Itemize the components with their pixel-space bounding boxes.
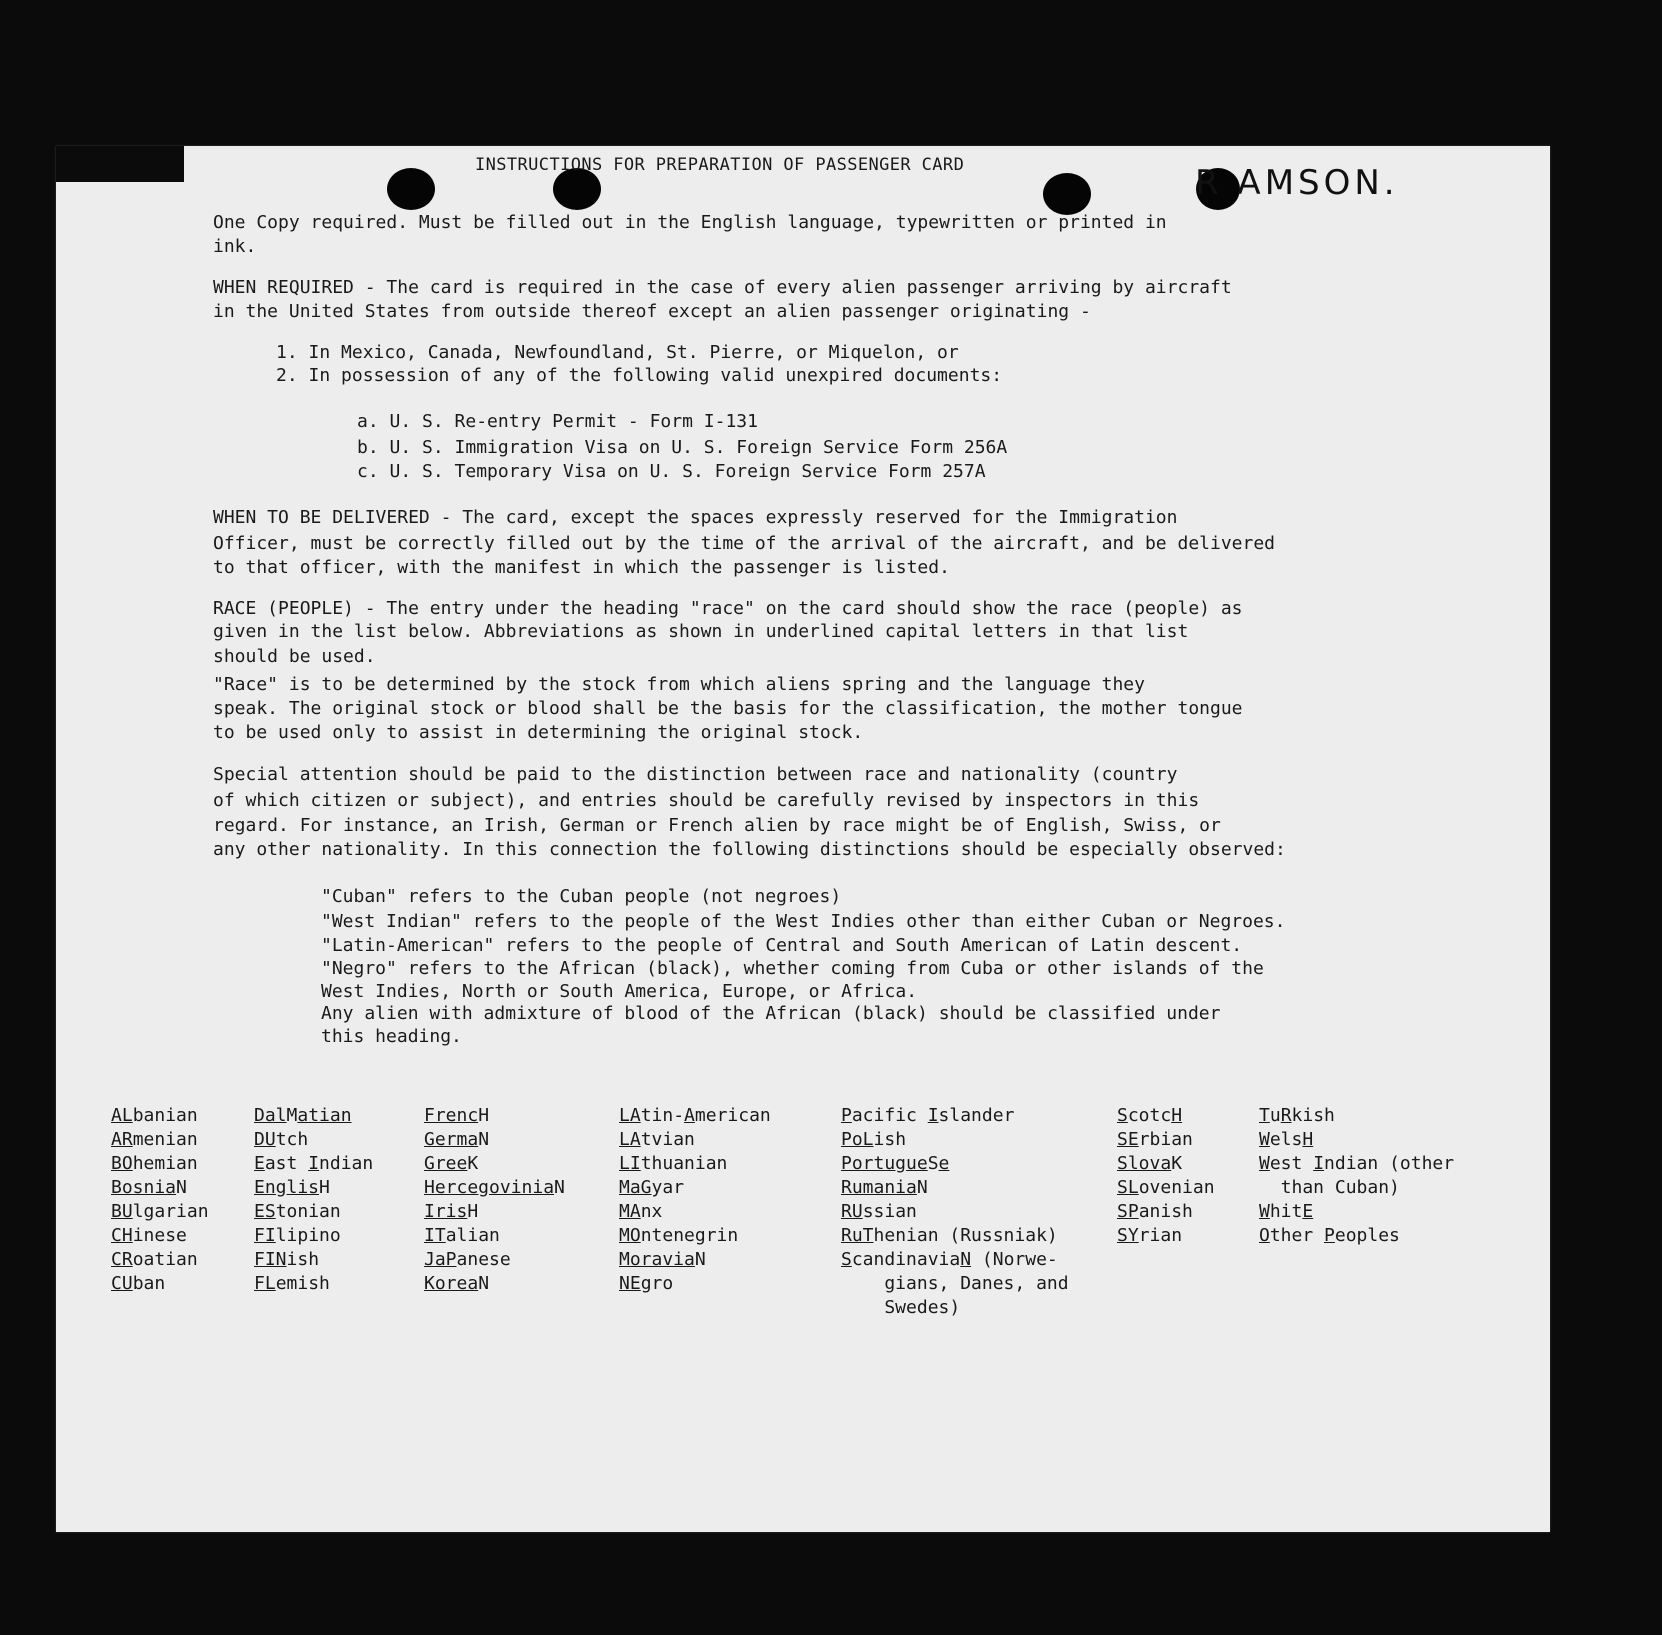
race-item [111,1200,209,1224]
race-text-segment: MO [619,1225,641,1246]
when-required-item-1: 1. In Mexico, Canada, Newfoundland, St. Pierre, or Miquelon, or [276,342,959,363]
race-item [424,1176,565,1200]
intro-line-2: ink. [213,236,257,257]
distinction-latin-american: "Latin-American" refers to the people of Central and South American of Latin descent. [321,935,1243,956]
race-text-segment: e [938,1153,950,1174]
race-text-segment: Englis [254,1177,320,1198]
document-a: a. U. S. Re-entry Permit - Form I-131 [357,411,758,432]
race-text-segment: H [1171,1105,1183,1126]
race-item [254,1152,373,1176]
race-item [841,1296,1069,1320]
race-text-segment: than Cuban) [1259,1177,1400,1198]
race-text-segment: SE [1117,1129,1139,1150]
race-text-segment: anese [456,1249,511,1270]
race-text-segment: ssian [862,1201,917,1222]
race-text-segment: henian (Russniak) [873,1225,1058,1246]
race-text-segment: rbian [1138,1129,1193,1150]
race-text-segment: RuT [841,1225,874,1246]
race-item [841,1248,1069,1272]
race-text-segment: AL [111,1105,133,1126]
intro-line-1: One Copy required. Must be filled out in the English language, typewritten or printed in [213,212,1167,233]
race-text-segment: N [694,1249,706,1270]
race-text-segment: O [1259,1225,1270,1246]
race-item [254,1176,373,1200]
race-text-segment: Iris [424,1201,468,1222]
race-item [424,1104,565,1128]
race-text-segment: gro [640,1273,674,1294]
race-item [424,1248,565,1272]
page-title: INSTRUCTIONS FOR PREPARATION OF PASSENGER CARD [475,155,965,175]
special-line-1: Special attention should be paid to the distinction between race and nationality (country [213,764,1178,785]
race-text-segment: SY [1117,1225,1139,1246]
race-item [619,1200,771,1224]
race-text-segment: N [916,1177,928,1198]
race-text-segment: S [1117,1105,1128,1126]
race-text-segment: K [467,1153,479,1174]
distinction-cuban: "Cuban" refers to the Cuban people (not negroes) [321,886,842,907]
race-text-segment: banian [132,1105,198,1126]
race-item [1117,1176,1215,1200]
race-text-segment: Bosnia [111,1177,177,1198]
race-item [254,1128,373,1152]
race-item [111,1248,209,1272]
race-column-5 [841,1104,1069,1320]
race-item [619,1104,771,1128]
race-item [841,1176,1069,1200]
distinction-negro-cont: West Indies, North or South America, Europe, or Africa. [321,981,918,1002]
race-text-segment: PoL [841,1129,874,1150]
race-text-segment: ish [286,1249,320,1270]
race-text-segment: ther [1269,1225,1325,1246]
race-item [1259,1200,1454,1224]
distinction-west-indian: "West Indian" refers to the people of the West Indies other than either Cuban or Negroes. [321,911,1286,932]
race-item [1117,1104,1215,1128]
race-column-3 [424,1104,565,1296]
race-text-segment: anish [1138,1201,1193,1222]
race-text-segment: SP [1117,1201,1139,1222]
race-text-segment: FIN [254,1249,287,1270]
race-text-segment: oatian [132,1249,198,1270]
race-text-segment: Dal [254,1105,287,1126]
race-text-segment: rian [1138,1225,1183,1246]
race-item [1117,1224,1215,1248]
race-text-segment: H [478,1105,490,1126]
race-item [254,1104,373,1128]
race-text-segment: P [1324,1225,1335,1246]
race-text-segment: candinavia [851,1249,961,1270]
race-item [1259,1224,1454,1248]
race-text-segment: ish [873,1129,907,1150]
race-text-segment: Germa [424,1129,479,1150]
race-text-segment: W [1259,1201,1270,1222]
race-text-segment: alian [445,1225,500,1246]
race-text-segment: CR [111,1249,133,1270]
race-text-segment: H [1302,1129,1314,1150]
race-text-segment: Korea [424,1273,479,1294]
race-text-segment: W [1259,1129,1270,1150]
race-text-segment: DU [254,1129,276,1150]
race-item [111,1152,209,1176]
race-text-segment: R [1280,1105,1292,1126]
race-text-segment: Moravia [619,1249,695,1270]
race-item [619,1128,771,1152]
race-text-segment: JaP [424,1249,457,1270]
special-line-3: regard. For instance, an Irish, German or French alien by race might be of English, Swiss, or [213,815,1221,836]
distinction-admixture: Any alien with admixture of blood of the African (black) should be classified under [321,1003,1221,1024]
race-text-segment: BO [111,1153,133,1174]
race-text-segment: RU [841,1201,863,1222]
race-text-segment: nx [640,1201,663,1222]
race-item [424,1128,565,1152]
race-item [841,1128,1069,1152]
race-item [1117,1152,1215,1176]
race-item [424,1152,565,1176]
race-text-segment: est [1269,1153,1314,1174]
race-text-segment: Slova [1117,1153,1172,1174]
race-text-segment: u [1269,1105,1281,1126]
race-column-6 [1117,1104,1215,1248]
race-text-segment: N [478,1273,490,1294]
race-text-segment: lipino [275,1225,341,1246]
race-item [111,1176,209,1200]
race-text-segment: ban [132,1273,166,1294]
race-text-segment: H [319,1177,330,1198]
race-text-segment: AR [111,1129,133,1150]
race-item [619,1224,771,1248]
race-column-7 [1259,1104,1454,1248]
race-item [424,1272,565,1296]
race-text-segment: N [176,1177,187,1198]
race-text-segment: I [1313,1153,1325,1174]
race-text-segment: N [478,1129,490,1150]
race-item [254,1272,373,1296]
race-item [619,1176,771,1200]
handwritten-name: R AMSON. [1195,163,1399,203]
race-text-segment: MaG [619,1177,652,1198]
race-column-2 [254,1104,373,1296]
race-text-segment: emish [275,1273,330,1294]
race-text-segment: FL [254,1273,276,1294]
race-text-segment: tch [275,1129,309,1150]
race-text-segment: Frenc [424,1105,479,1126]
race-text-segment: CH [111,1225,133,1246]
race-text-segment: S [927,1153,939,1174]
race-text-segment: LA [619,1129,641,1150]
race-text-segment: Portugue [841,1153,928,1174]
race-text-segment: CU [111,1273,133,1294]
race-text-segment: atian [297,1105,352,1126]
race-text-segment: gians, Danes, and [841,1273,1069,1294]
race-item [1117,1128,1215,1152]
race-item [111,1128,209,1152]
race-text-segment: A [684,1105,695,1126]
race-line-4: "Race" is to be determined by the stock from which aliens spring and the language they [213,674,1145,695]
when-delivered-line-3: to that officer, with the manifest in which the passenger is listed. [213,557,950,578]
race-text-segment: M [286,1105,298,1126]
race-item [1259,1104,1454,1128]
race-item [424,1200,565,1224]
race-text-segment: ES [254,1201,276,1222]
race-text-segment: LI [619,1153,641,1174]
race-line-6: to be used only to assist in determining the original stock. [213,722,864,743]
race-item [841,1152,1069,1176]
race-text-segment: ndian (other [1324,1153,1455,1174]
document-b: b. U. S. Immigration Visa on U. S. Foreign Service Form 256A [357,437,1008,458]
special-line-4: any other nationality. In this connection the following distinctions should be especially observed: [213,839,1286,860]
race-item [841,1200,1069,1224]
race-text-segment: ast [264,1153,309,1174]
race-item [841,1272,1069,1296]
race-text-segment: T [1259,1105,1270,1126]
race-text-segment: P [841,1105,852,1126]
race-item [111,1272,209,1296]
when-required-item-2: 2. In possession of any of the following valid unexpired documents: [276,365,1003,386]
paper-tab-cut [56,146,184,182]
race-item [841,1104,1069,1128]
race-text-segment: K [1171,1153,1183,1174]
race-item [841,1224,1069,1248]
race-text-segment: acific [851,1105,928,1126]
race-text-segment: I [308,1153,320,1174]
race-text-segment: tvian [640,1129,695,1150]
race-text-segment: ovenian [1138,1177,1215,1198]
race-line-3: should be used. [213,646,376,667]
race-item [254,1200,373,1224]
when-delivered-line-1: WHEN TO BE DELIVERED - The card, except the spaces expressly reserved for the Immigration [213,507,1178,528]
race-item [1259,1128,1454,1152]
race-item [111,1224,209,1248]
race-text-segment: W [1259,1153,1270,1174]
race-text-segment: SL [1117,1177,1139,1198]
race-text-segment: menian [132,1129,198,1150]
race-item [1117,1200,1215,1224]
race-text-segment: eoples [1334,1225,1400,1246]
race-line-2: given in the list below. Abbreviations as shown in underlined capital letters in that list [213,621,1189,642]
race-text-segment: thuanian [640,1153,728,1174]
race-item [619,1272,771,1296]
punch-hole-3 [1043,173,1091,215]
race-column-4 [619,1104,771,1296]
race-text-segment: Gree [424,1153,468,1174]
race-text-segment: Swedes) [841,1297,961,1318]
race-text-segment: (Norwe- [971,1249,1058,1270]
race-item [1259,1152,1454,1176]
special-line-2: of which citizen or subject), and entries should be carefully revised by inspectors in this [213,790,1200,811]
race-line-1: RACE (PEOPLE) - The entry under the heading "race" on the card should show the race (people) as [213,598,1243,619]
race-text-segment: MA [619,1201,641,1222]
race-item [1259,1176,1454,1200]
race-text-segment: tonian [275,1201,341,1222]
race-text-segment: ntenegrin [640,1225,739,1246]
race-text-segment: tin- [640,1105,685,1126]
race-text-segment: N [554,1177,565,1198]
distinction-admixture-cont: this heading. [321,1026,462,1047]
race-line-5: speak. The original stock or blood shall be the basis for the classification, the mother tongue [213,698,1243,719]
race-text-segment: E [1302,1201,1314,1222]
race-text-segment: lgarian [132,1201,209,1222]
race-item [254,1248,373,1272]
race-text-segment: Hercegovinia [424,1177,555,1198]
race-text-segment: FI [254,1225,276,1246]
race-text-segment: hit [1269,1201,1303,1222]
distinction-negro: "Negro" refers to the African (black), whether coming from Cuba or other islands of the [321,958,1264,979]
race-text-segment: I [927,1105,939,1126]
document-c: c. U. S. Temporary Visa on U. S. Foreign Service Form 257A [357,461,986,482]
race-text-segment: hemian [132,1153,198,1174]
punch-hole-1 [387,168,435,210]
race-text-segment: merican [694,1105,771,1126]
when-required-line-1: WHEN REQUIRED - The card is required in the case of every alien passenger arriving by aircraft [213,277,1232,298]
race-text-segment: inese [132,1225,187,1246]
race-text-segment: IT [424,1225,446,1246]
race-text-segment: LA [619,1105,641,1126]
race-text-segment: N [960,1249,972,1270]
race-item [619,1248,771,1272]
race-text-segment: BU [111,1201,133,1222]
race-text-segment: S [841,1249,852,1270]
race-text-segment: yar [651,1177,685,1198]
race-text-segment: cotc [1127,1105,1172,1126]
race-item [254,1224,373,1248]
race-item [111,1104,209,1128]
race-text-segment: ndian [319,1153,374,1174]
race-text-segment: NE [619,1273,641,1294]
race-item [424,1224,565,1248]
race-item [619,1152,771,1176]
when-required-line-2: in the United States from outside thereof except an alien passenger originating - [213,301,1091,322]
race-column-1 [111,1104,209,1296]
race-text-segment: E [254,1153,265,1174]
race-text-segment: slander [938,1105,1015,1126]
race-text-segment: kish [1291,1105,1335,1126]
race-text-segment: els [1269,1129,1303,1150]
race-text-segment: H [467,1201,479,1222]
race-text-segment: Rumania [841,1177,917,1198]
when-delivered-line-2: Officer, must be correctly filled out by the time of the arrival of the aircraft, and be delivered [213,533,1276,554]
